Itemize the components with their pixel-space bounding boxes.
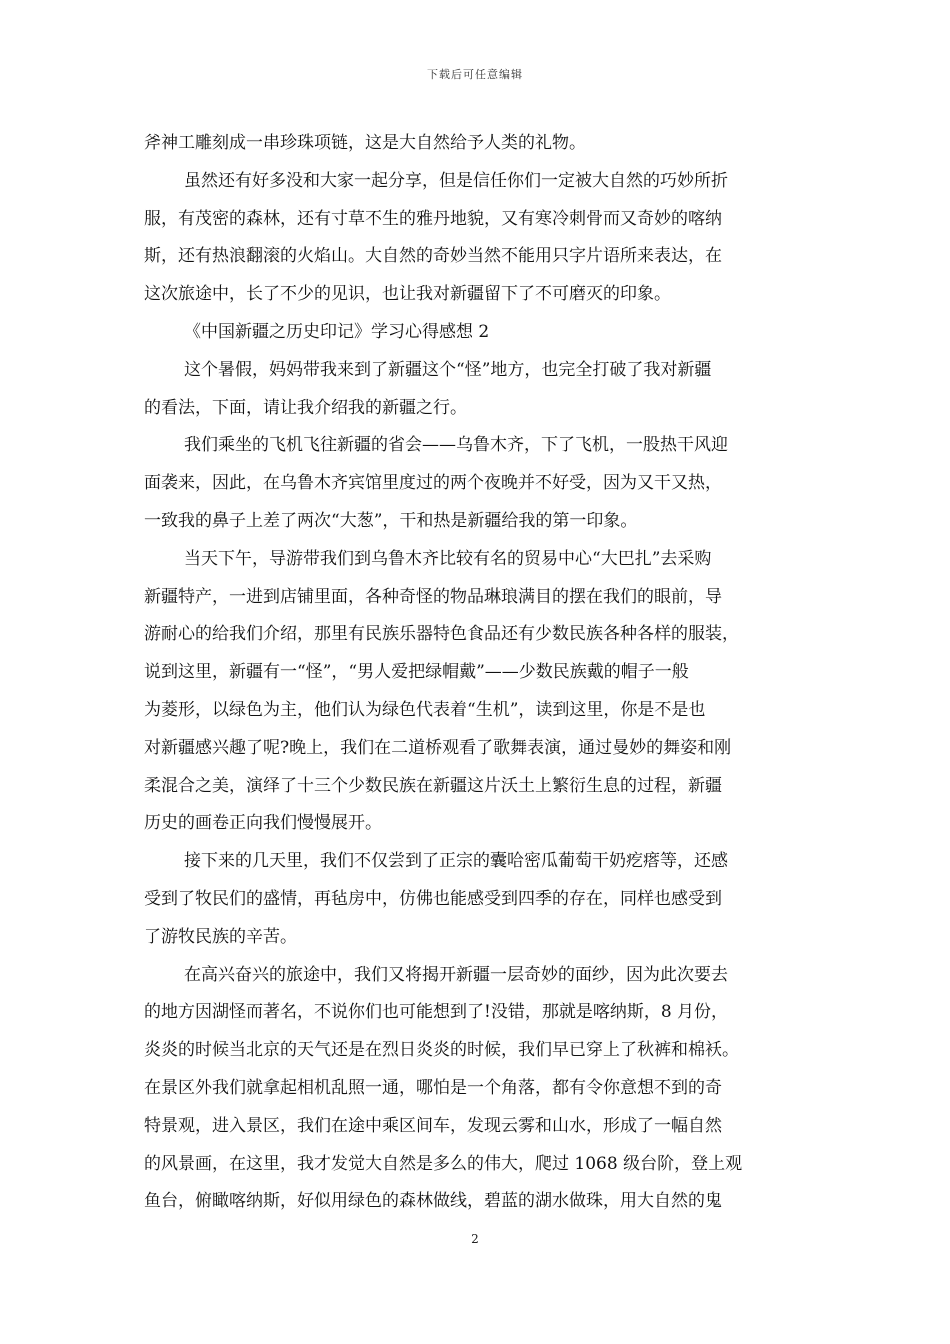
paragraph-line: 柔混合之美，演绎了十三个少数民族在新疆这片沃土上繁衍生息的过程，新疆: [144, 775, 722, 796]
paragraph-line: 炎炎的时候当北京的天气还是在烈日炎炎的时候，我们早已穿上了秋裤和棉袄。: [144, 1040, 739, 1061]
paragraph-first-line: 虽然还有好多没和大家一起分享，但是信任你们一定被大自然的巧妙所折: [184, 170, 728, 191]
paragraph-line: 这次旅途中，长了不少的见识，也让我对新疆留下了不可磨灭的印象。: [144, 284, 671, 305]
paragraph-line: 游耐心的给我们介绍，那里有民族乐器特色食品还有少数民族各种各样的服装，: [144, 624, 739, 645]
paragraph-line: 服，有茂密的森林，还有寸草不生的雅丹地貌，又有寒冷刺骨而又奇妙的喀纳: [144, 208, 722, 229]
paragraph-first-line: 我们乘坐的飞机飞往新疆的省会——乌鲁木齐，下了飞机，一股热干风迎: [184, 435, 728, 456]
paragraph-line: 受到了牧民们的盛情，再毡房中，仿佛也能感受到四季的存在，同样也感受到: [144, 888, 722, 909]
paragraph-line: 一致我的鼻子上差了两次“大葱”，干和热是新疆给我的第一印象。: [144, 510, 638, 531]
paragraph-line: 的地方因湖怪而著名，不说你们也可能想到了!没错，那就是喀纳斯，8 月份，: [144, 1002, 729, 1023]
page-number: 2: [471, 1232, 479, 1246]
paragraph-line: 斧神工雕刻成一串珍珠项链，这是大自然给予人类的礼物。: [144, 133, 586, 153]
page-header-note: 下载后可任意编辑: [427, 68, 523, 81]
paragraph-line: 特景观，进入景区，我们在途中乘区间车，发现云雾和山水，形成了一幅自然: [144, 1115, 722, 1136]
paragraph-line: 的风景画，在这里，我才发觉大自然是多么的伟大，爬过 1068 级台阶，登上观: [144, 1153, 743, 1174]
paragraph-line: 了游牧民族的辛苦。: [144, 926, 297, 947]
paragraph-line: 的看法，下面，请让我介绍我的新疆之行。: [144, 397, 467, 418]
paragraph-line: 说到这里，新疆有一“怪”，“男人爱把绿帽戴”——少数民族戴的帽子一般: [144, 662, 689, 683]
paragraph-first-line: 这个暑假，妈妈带我来到了新疆这个“怪”地方，也完全打破了我对新疆: [184, 359, 712, 380]
paragraph-line: 斯，还有热浪翻滚的火焰山。大自然的奇妙当然不能用只字片语所来表达，在: [144, 246, 722, 267]
paragraph-line: 对新疆感兴趣了呢?晚上，我们在二道桥观看了歌舞表演，通过曼妙的舞姿和刚: [144, 737, 732, 758]
paragraph-line: 面袭来，因此，在乌鲁木齐宾馆里度过的两个夜晚并不好受，因为又干又热，: [144, 473, 722, 494]
paragraph-first-line: 接下来的几天里，我们不仅尝到了正宗的囊哈密瓜葡萄干奶疙瘩等，还感: [184, 851, 728, 872]
paragraph-line: 为菱形，以绿色为主，他们认为绿色代表着“生机”，读到这里，你是不是也: [144, 699, 706, 720]
paragraph-line: 在景区外我们就拿起相机乱照一通，哪怕是一个角落，都有令你意想不到的奇: [144, 1077, 722, 1098]
paragraph-line: 新疆特产，一进到店铺里面，各种奇怪的物品琳琅满目的摆在我们的眼前，导: [144, 586, 722, 607]
paragraph-first-line: 在高兴奋兴的旅途中，我们又将揭开新疆一层奇妙的面纱，因为此次要去: [184, 964, 728, 985]
paragraph-line: 鱼台，俯瞰喀纳斯，好似用绿色的森林做线，碧蓝的湖水做珠，用大自然的鬼: [144, 1191, 722, 1212]
paragraph-line: 历史的画卷正向我们慢慢展开。: [144, 813, 382, 834]
document-body: [144, 125, 812, 1221]
paragraph-first-line: 《中国新疆之历史印记》学习心得感想 2: [184, 321, 490, 342]
paragraph-first-line: 当天下午，导游带我们到乌鲁木齐比较有名的贸易中心“大巴扎”去采购: [184, 548, 712, 569]
